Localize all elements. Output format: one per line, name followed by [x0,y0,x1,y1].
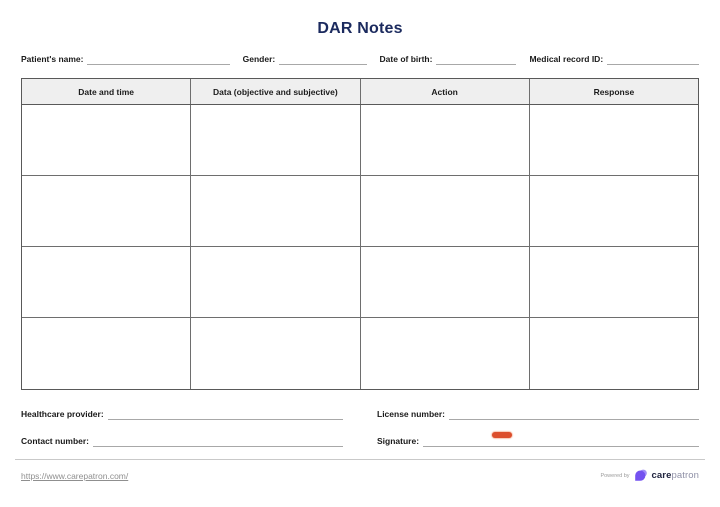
healthcare-provider-field [21,409,343,420]
contact-number-label: Contact number: [21,436,89,446]
table-cell [361,105,530,175]
table-cell [191,318,360,389]
table-cell [530,318,698,389]
table-row [22,247,698,318]
table-header-cell: Response [593,87,635,97]
table-header-cell: Data (objective and subjective) [191,79,360,104]
table-cell [191,176,360,246]
table-row [22,105,698,176]
footer-fields [21,409,699,447]
medical-record-id-line [607,54,699,65]
table-cell [191,247,360,317]
table-cell [22,318,191,389]
brand-patron: patron [671,470,699,481]
table-cell [22,105,191,175]
patient-name-label: Patient's name: [21,54,84,64]
contact-number-field [21,436,343,447]
patient-info-row [21,54,699,65]
gender-line [279,54,366,65]
table-cell [530,247,698,317]
gender-label: Gender: [242,54,276,64]
license-number-field [377,409,699,420]
table-header-cell: Date and time [22,79,191,104]
medical-record-id-label: Medical record ID: [529,54,604,64]
table-row [22,318,698,389]
table-row [22,176,698,247]
contact-number-line [93,436,343,447]
date-of-birth-line [436,54,516,65]
patient-name-line [87,54,229,65]
license-number-label: License number: [377,409,446,419]
gender-field [243,54,367,65]
bottom-bar [0,460,720,482]
table-cell [191,105,360,175]
license-number-line [449,409,699,420]
signature-label: Signature: [377,436,420,446]
table-cell [530,176,698,246]
red-annotation-mark [492,432,512,438]
carepatron-url-link[interactable]: https://www.carepatron.com/ [21,470,129,481]
carepatron-wordmark [652,470,700,481]
table-cell [361,318,530,389]
signature-line [423,436,699,447]
table-header-row [22,79,698,105]
healthcare-provider-line [108,409,343,420]
powered-by-carepatron [600,469,699,482]
carepatron-logo-icon [634,469,648,482]
dar-notes-table [21,78,699,390]
table-body [22,105,698,389]
table-cell [22,176,191,246]
date-of-birth-label: Date of birth: [379,54,433,64]
healthcare-provider-label: Healthcare provider: [21,409,104,419]
signature-field [377,436,699,447]
medical-record-id-field [529,54,699,65]
date-of-birth-field [380,54,517,65]
patient-name-field [21,54,230,65]
table-cell [22,247,191,317]
powered-by-label: Powered by [600,472,630,479]
table-cell [361,176,530,246]
table-cell [361,247,530,317]
page-title: DAR Notes [317,20,403,37]
brand-care: care [651,470,672,481]
table-header-cell: Action [361,79,530,104]
table-cell [530,105,698,175]
